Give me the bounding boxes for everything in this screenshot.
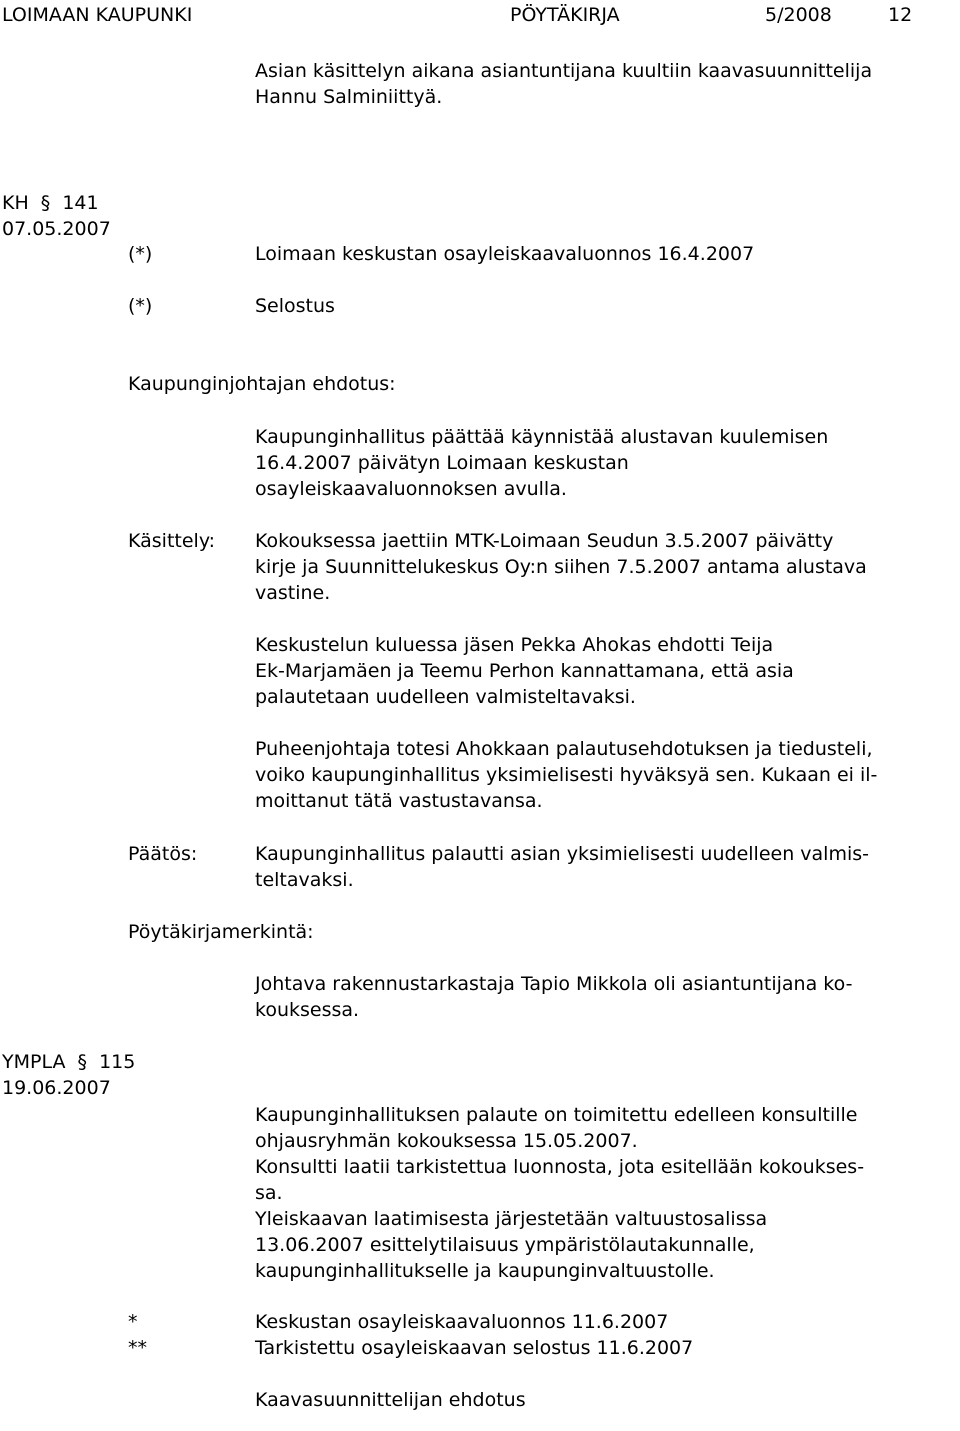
kasittely-line: moittanut tätä vastustavansa. — [255, 790, 543, 812]
section-sign: § — [40, 192, 51, 214]
proposal-line: 16.4.2007 päivätyn Loimaan keskustan — [255, 452, 629, 474]
ympla-line: Konsultti laatii tarkistettua luonnosta, jota esitellään kokoukses- — [255, 1156, 865, 1178]
ympla-line: sa. — [255, 1182, 283, 1204]
attachment-marker: * — [128, 1311, 138, 1333]
ympla-line: 13.06.2007 esittelytilaisuus ympäristölautakunnalle, — [255, 1234, 755, 1256]
kh-date: 07.05.2007 — [2, 218, 111, 240]
kasittely-line: Ek-Marjamäen ja Teemu Perhon kannattamana, että asia — [255, 660, 794, 682]
poytakirjamerkinta-label: Pöytäkirjamerkintä: — [128, 921, 314, 943]
proposal-line: osayleiskaavaluonnoksen avulla. — [255, 478, 567, 500]
section-sign: § — [77, 1051, 88, 1073]
proposal-text — [255, 424, 955, 502]
attachment-marker: (*) — [128, 295, 153, 317]
kasittely-label: Käsittely: — [128, 530, 216, 552]
header-org: LOIMAAN KAUPUNKI — [2, 4, 193, 26]
kasittely-paragraph-2 — [255, 632, 955, 710]
ympla-text — [255, 1102, 955, 1284]
poytakirjamerkinta-line: kouksessa. — [255, 999, 360, 1021]
header-doc-type: PÖYTÄKIRJA — [510, 4, 620, 26]
ympla-number: 115 — [99, 1051, 136, 1073]
header-doc-number: 5/2008 — [765, 4, 832, 26]
attachment-title: Loimaan keskustan osayleiskaavaluonnos 16.4.2007 — [255, 243, 755, 265]
ympla-line: ohjausryhmän kokouksessa 15.05.2007. — [255, 1130, 638, 1152]
ympla-line: Kaupunginhallituksen palaute on toimitettu edelleen konsultille — [255, 1104, 858, 1126]
kasittely-line: Keskustelun kuluessa jäsen Pekka Ahokas ehdotti Teija — [255, 634, 774, 656]
kasittely-line: voiko kaupunginhallitus yksimielisesti hyväksyä sen. Kukaan ei il- — [255, 764, 878, 786]
ympla-date: 19.06.2007 — [2, 1077, 111, 1099]
ympla-label: YMPLA — [2, 1051, 66, 1073]
intro-line: Asian käsittelyn aikana asiantuntijana kuultiin kaavasuunnittelija — [255, 60, 873, 82]
poytakirjamerkinta-text — [255, 971, 955, 1023]
kasittely-line: Puheenjohtaja totesi Ahokkaan palautusehdotuksen ja tiedusteli, — [255, 738, 873, 760]
proposal-heading: Kaupunginjohtajan ehdotus: — [128, 373, 396, 395]
attachment-marker: ** — [128, 1337, 147, 1359]
kasittely-line: palautetaan uudelleen valmisteltavaksi. — [255, 686, 636, 708]
attachment-title: Tarkistettu osayleiskaavan selostus 11.6.2007 — [255, 1337, 694, 1359]
intro-paragraph — [255, 58, 955, 110]
attachment-title: Selostus — [255, 295, 335, 317]
paatos-line: Kaupunginhallitus palautti asian yksimielisesti uudelleen valmis- — [255, 843, 869, 865]
kh-number: 141 — [62, 192, 99, 214]
kasittely-paragraph-3 — [255, 736, 955, 814]
ympla-section-reference — [2, 1049, 135, 1075]
paatos-text — [255, 841, 955, 893]
intro-line: Hannu Salminiittyä. — [255, 86, 443, 108]
paatos-label: Päätös: — [128, 843, 198, 865]
attachment-marker: (*) — [128, 243, 153, 265]
kasittely-line: kirje ja Suunnittelukeskus Oy:n siihen 7.5.2007 antama alustava — [255, 556, 867, 578]
header-page-number: 12 — [888, 4, 913, 26]
kh-section-reference — [2, 190, 99, 216]
kh-label: KH — [2, 192, 29, 214]
ympla-line: kaupunginhallitukselle ja kaupunginvaltuustolle. — [255, 1260, 715, 1282]
ympla-line: Yleiskaavan laatimisesta järjestetään valtuustosalissa — [255, 1208, 768, 1230]
kasittely-line: Kokouksessa jaettiin MTK-Loimaan Seudun 3.5.2007 päivätty — [255, 530, 834, 552]
kasittely-paragraph-1 — [255, 528, 955, 606]
footer-heading: Kaavasuunnittelijan ehdotus — [255, 1389, 526, 1411]
kasittely-line: vastine. — [255, 582, 331, 604]
paatos-line: teltavaksi. — [255, 869, 354, 891]
attachment-title: Keskustan osayleiskaavaluonnos 11.6.2007 — [255, 1311, 669, 1333]
proposal-line: Kaupunginhallitus päättää käynnistää alustavan kuulemisen — [255, 426, 829, 448]
poytakirjamerkinta-line: Johtava rakennustarkastaja Tapio Mikkola oli asiantuntijana ko- — [255, 973, 853, 995]
